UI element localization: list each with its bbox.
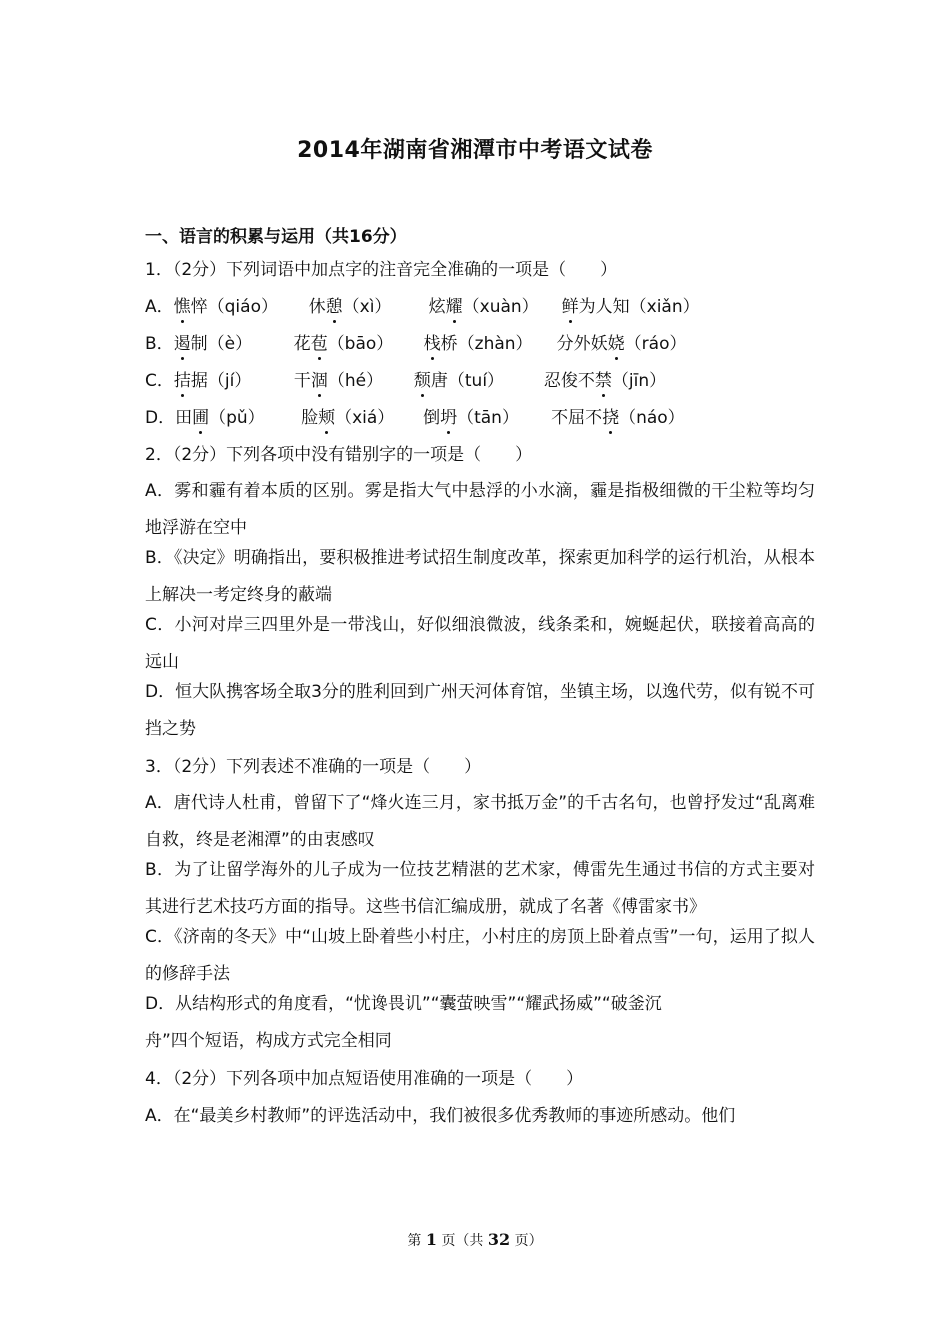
question-1-option-a bbox=[145, 295, 815, 332]
word-text: 分外妖 bbox=[556, 334, 608, 354]
footer-page-number: 1 bbox=[425, 1230, 437, 1249]
word-pinyin: 制（è） bbox=[190, 334, 253, 354]
dotted-character: 禁 bbox=[594, 371, 612, 391]
footer-prefix: 第 bbox=[407, 1233, 422, 1249]
word-pinyin: （bāo） bbox=[327, 334, 394, 354]
option-word bbox=[175, 406, 301, 430]
word-pinyin: 为人知（xiǎn） bbox=[578, 297, 700, 317]
dotted-character: 挠 bbox=[602, 408, 620, 428]
question-4-option-a: A．在“最美乡村教师”的评选活动中，我们被很多优秀教师的事迹所感动。他们 bbox=[145, 1106, 736, 1126]
question-1-stem: 1．（2分）下列词语中加点字的注音完全准确的一项是（ ） bbox=[145, 260, 618, 280]
option-word bbox=[294, 369, 414, 393]
word-pinyin: （xì） bbox=[342, 297, 392, 317]
word-text: 花 bbox=[293, 334, 311, 354]
option-word bbox=[557, 332, 687, 356]
word-pinyin: 悴（qiáo） bbox=[190, 297, 278, 317]
question-2-option-d: D．恒大队携客场全取3分的胜利回到广州天河体育馆，坐镇主场，以逸代劳，似有锐不可挡之势 bbox=[145, 682, 815, 739]
word-text: 不屈不 bbox=[551, 408, 603, 428]
dotted-character: 鲜 bbox=[561, 297, 579, 317]
option-word bbox=[544, 369, 666, 393]
option-label: B． bbox=[145, 334, 174, 354]
word-text: 忍俊不 bbox=[543, 371, 595, 391]
word-pinyin: （ráo） bbox=[624, 334, 687, 354]
dotted-character: 圃 bbox=[192, 408, 210, 428]
word-pinyin: （xiá） bbox=[335, 408, 395, 428]
option-word bbox=[424, 332, 557, 356]
word-pinyin: （xuàn） bbox=[462, 297, 539, 317]
option-word bbox=[429, 295, 562, 319]
question-3-option-d-line-1: D．从结构形式的角度看，“忧谗畏讥”“囊萤映雪”“耀武扬威”“破釜沉 bbox=[145, 994, 662, 1014]
question-body bbox=[145, 258, 815, 1141]
option-label: C． bbox=[145, 371, 174, 391]
option-word bbox=[309, 295, 429, 319]
dotted-character: 拮 bbox=[173, 371, 191, 391]
word-text: 倒 bbox=[423, 408, 441, 428]
question-1-option-b bbox=[145, 332, 815, 369]
question-3-stem: 3．（2分）下列表述不准确的一项是（ ） bbox=[145, 757, 482, 777]
question-3-option-b: B．为了让留学海外的儿子成为一位技艺精湛的艺术家，傅雷先生通过书信的方式主要对其进行艺术技巧方面的指导。这些书信汇编成册，就成了名著《傅雷家书》 bbox=[145, 860, 815, 917]
dotted-character: 颊 bbox=[318, 408, 336, 428]
question-3-option-d-line-2: 舟”四个短语，构成方式完全相同 bbox=[145, 1031, 392, 1051]
footer-suffix: 页） bbox=[514, 1233, 543, 1249]
option-word bbox=[423, 406, 551, 430]
question-2-stem: 2．（2分）下列各项中没有错别字的一项是（ ） bbox=[145, 445, 533, 465]
word-text: 脸 bbox=[301, 408, 319, 428]
word-text: 炫 bbox=[428, 297, 446, 317]
option-word bbox=[294, 332, 424, 356]
option-word bbox=[551, 406, 685, 430]
question-3-option-d bbox=[145, 986, 815, 1060]
page-footer bbox=[0, 1230, 950, 1250]
dotted-character: 苞 bbox=[310, 334, 328, 354]
word-pinyin: （tān） bbox=[457, 408, 519, 428]
footer-middle: 页（共 bbox=[441, 1233, 484, 1249]
page-title: 2014年湖南省湘潭市中考语文试卷 bbox=[297, 138, 653, 163]
dotted-character: 栈 bbox=[423, 334, 441, 354]
word-text: 休 bbox=[308, 297, 326, 317]
word-pinyin: 唐（tuí） bbox=[430, 371, 505, 391]
section-heading: 一、语言的积累与运用（共16分） bbox=[145, 227, 407, 247]
dotted-character: 娆 bbox=[607, 334, 625, 354]
word-text: 干 bbox=[293, 371, 311, 391]
question-3-option-a: A．唐代诗人杜甫，曾留下了“烽火连三月，家书抵万金”的千古名句，也曾抒发过“乱离难自救，终是老湘潭”的由衷感叹 bbox=[145, 793, 815, 850]
dotted-character: 耀 bbox=[445, 297, 463, 317]
dotted-character: 遏 bbox=[173, 334, 191, 354]
option-label: A． bbox=[145, 297, 174, 317]
option-word bbox=[174, 332, 294, 356]
question-3-option-c: C．《济南的冬天》中“山坡上卧着些小村庄，小村庄的房顶上卧着点雪”一句，运用了拟人的修辞手法 bbox=[145, 927, 815, 984]
question-1-option-d bbox=[145, 406, 815, 443]
dotted-character: 坍 bbox=[440, 408, 458, 428]
question-4-stem: 4．（2分）下列各项中加点短语使用准确的一项是（ ） bbox=[145, 1069, 584, 1089]
option-label: D． bbox=[145, 408, 176, 428]
question-2-option-c: C．小河对岸三四里外是一带浅山，好似细浪微波，线条柔和，婉蜒起伏，联接着高高的远山 bbox=[145, 615, 815, 672]
question-1-option-c bbox=[145, 369, 815, 406]
word-text: 田 bbox=[175, 408, 193, 428]
option-word bbox=[174, 295, 309, 319]
dotted-character: 憔 bbox=[173, 297, 191, 317]
word-pinyin: （jīn） bbox=[611, 371, 667, 391]
word-pinyin: （hé） bbox=[327, 371, 384, 391]
question-2-option-b: B．《决定》明确指出，要积极推进考试招生制度改革，探索更加科学的运行机治，从根本上解决一考定终身的蔽端 bbox=[145, 548, 815, 605]
option-word bbox=[174, 369, 294, 393]
option-word bbox=[562, 295, 700, 319]
word-pinyin: （pǔ） bbox=[209, 408, 265, 428]
dotted-character: 颓 bbox=[413, 371, 431, 391]
question-2-option-a: A．雾和霾有着本质的区别。雾是指大气中悬浮的小水滴，霾是指极细微的干尘粒等均匀地浮游在空中 bbox=[145, 481, 815, 538]
word-pinyin: （náo） bbox=[619, 408, 685, 428]
footer-total-pages: 32 bbox=[487, 1230, 511, 1249]
word-pinyin: 据（jí） bbox=[190, 371, 252, 391]
dotted-character: 涸 bbox=[310, 371, 328, 391]
option-word bbox=[414, 369, 544, 393]
option-word bbox=[301, 406, 423, 430]
word-pinyin: 桥（zhàn） bbox=[440, 334, 533, 354]
dotted-character: 憩 bbox=[325, 297, 343, 317]
